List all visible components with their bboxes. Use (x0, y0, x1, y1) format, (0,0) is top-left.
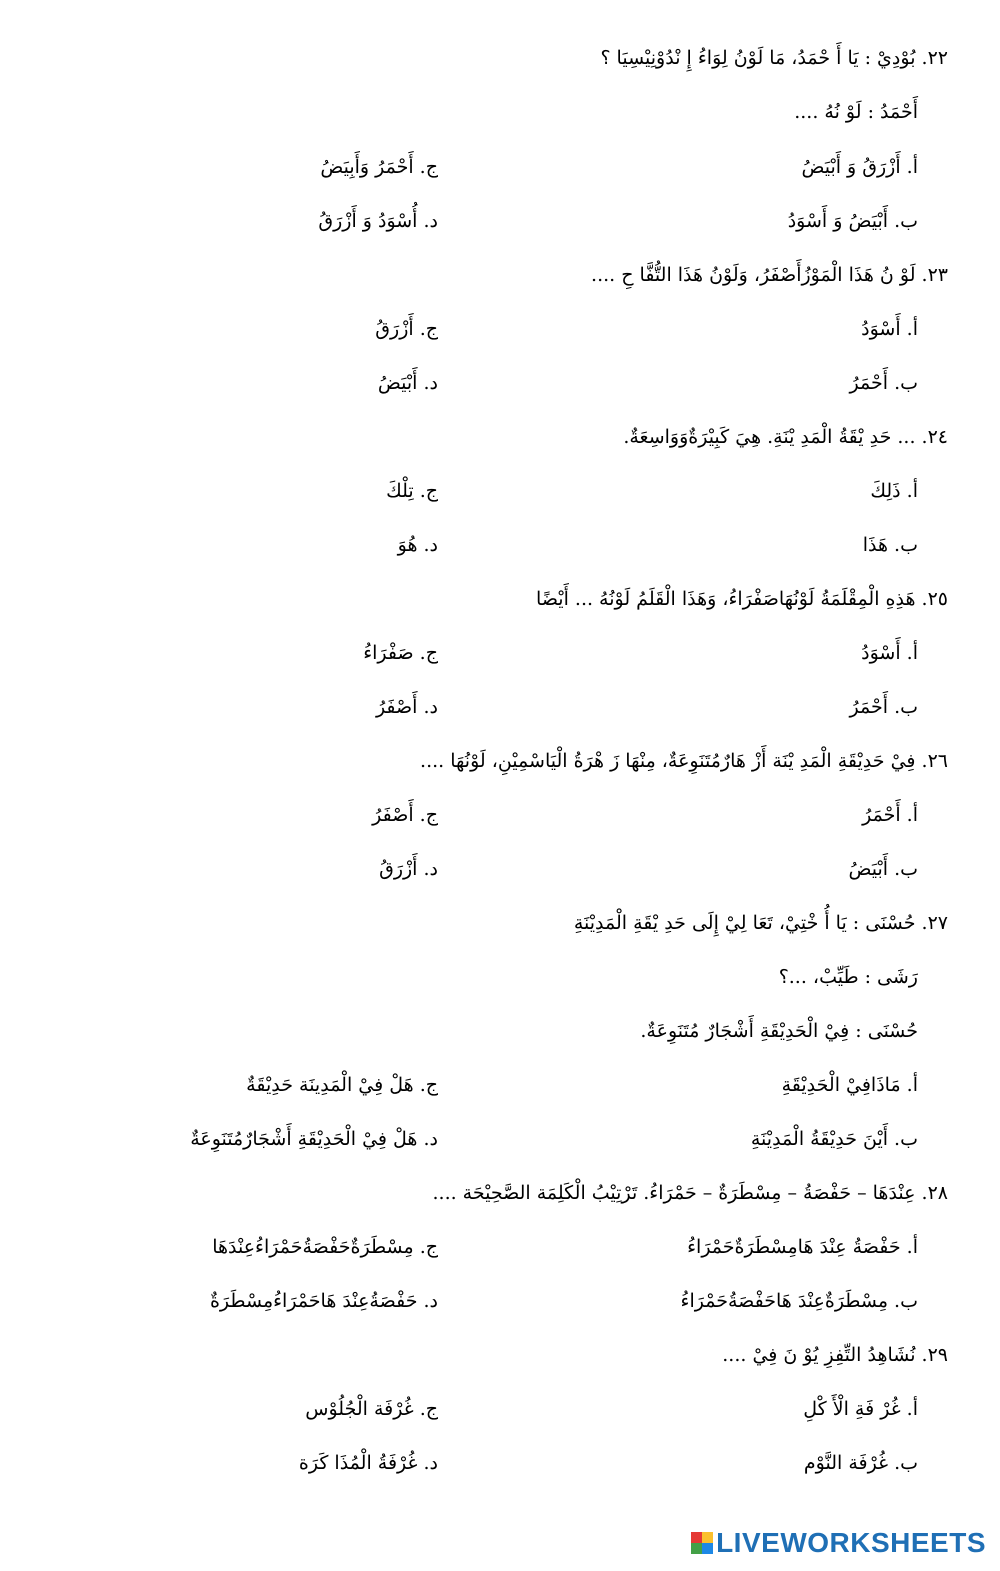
question-26-option-a[interactable]: أ. أَحْمَرُ (862, 804, 918, 826)
question-29-stem: ٢٩. نُشَاهِدُ التِّفِزِ يُوْ نَ فِيْ .... (722, 1344, 948, 1366)
question-29-option-a[interactable]: أ. غُرْ فَةِ الْأَ كْلِ (803, 1398, 918, 1420)
question-27-stem: ٢٧. حُسْنَى : يَا أُ خْتِيْ، تَعَا لِيْ إِلَى حَدِ يْقَةِ الْمَدِيْنَةِ (573, 912, 948, 934)
question-25-option-c[interactable]: ج. صَفْرَاءُ (363, 642, 438, 664)
question-29-option-d[interactable]: د. غُرْفَةُ الْمُذَا كَرَة (298, 1452, 438, 1474)
question-27-option-a[interactable]: أ. مَاذَافِيْ الْحَدِيْقَةِ (781, 1074, 918, 1096)
question-22-option-c[interactable]: ج. أَحْمَرُ وَأَبِيَضُ (320, 156, 438, 178)
question-26-stem: ٢٦. فِيْ حَدِيْقَةِ الْمَدِ يْنَة أَزْ هَارٌمُتَنَوِعَةٌ، مِنْهَا زَ هْرَةُ الْيَاسْمِيْنِ، لَوْنُهَا .... (420, 750, 948, 772)
question-28-option-b[interactable]: ب. مِسْطَرَةٌعِنْدَ هَاحَفْصَةُحَمْرَاءُ (680, 1290, 918, 1312)
question-23-option-c[interactable]: ج. أَزْرَقُ (375, 318, 438, 340)
question-27-option-c[interactable]: ج. هَلْ فِيْ الْمَدِينَة حَدِيْقَةٌ (246, 1074, 438, 1096)
question-25-option-b[interactable]: ب. أَحْمَرُ (849, 696, 918, 718)
question-23-option-a[interactable]: أ. أَسْوَدُ (861, 318, 918, 340)
question-22-stem: ٢٢. بُوْدِيْ : يَا أَ حْمَدُ، مَا لَوْنُ لِوَاءُ إِ نْدُوْنِيْسِيَا ؟ (600, 47, 948, 69)
question-22-option-a[interactable]: أ. أَزْرَقُ وَ أَبْيَضُ (801, 156, 918, 178)
question-23-stem: ٢٣. لَوْ نُ هَذَا الْمَوْزُأَصْفَرُ، وَلَوْنُ هَذَا التُّفَّا حِ .... (591, 264, 948, 286)
question-27-option-d[interactable]: د. هَلْ فِيْ الْحَدِيْقَةِ أَشْجَارٌمُتَنَوِعَةٌ (190, 1128, 438, 1150)
question-29-option-c[interactable]: ج. غُرْفَة الْجُلُوْس (305, 1398, 438, 1420)
question-26-option-b[interactable]: ب. أَبْيَضُ (848, 858, 918, 880)
question-27-dialogue-line-2: حُسْنَى : فِيْ الْحَدِيْقَةِ أَشْجَارٌ مُتَنَوِعَةٌ. (640, 1020, 918, 1042)
question-28-stem: ٢٨. عِنْدَهَا – حَفْصَةُ – مِسْطَرَةٌ – حَمْرَاءُ. تَرْتِيْبُ الْكَلِمَة الصَّحِيْحَة .... (432, 1182, 948, 1204)
question-23-option-b[interactable]: ب. أَحْمَرُ (849, 372, 918, 394)
question-28-option-a[interactable]: أ. حَفْصَةُ عِنْدَ هَامِسْطَرَةٌحَمْرَاءُ (687, 1236, 918, 1258)
question-24-option-c[interactable]: ج. تِلْكَ (386, 480, 438, 502)
question-29-option-b[interactable]: ب. غُرْفَة النَّوْم (803, 1452, 918, 1474)
liveworksheets-brand[interactable] (691, 1526, 986, 1560)
question-25-option-d[interactable]: د. أَصْفَرُ (375, 696, 438, 718)
question-24-option-a[interactable]: أ. ذَلِكَ (870, 480, 918, 502)
question-26-option-c[interactable]: ج. أَصْفَرُ (372, 804, 438, 826)
question-24-stem: ٢٤. ... حَدِ يْقَةُ الْمَدِ يْنَةِ. هِيَ كَبِيْرَةٌوَوَاسِعَةٌ. (623, 426, 948, 448)
question-22-dialogue-line: أَحْمَدُ : لَوْ نُهُ .... (794, 101, 918, 123)
question-26-option-d[interactable]: د. أَزْرَقُ (379, 858, 438, 880)
question-24-option-d[interactable]: د. هُوَ (397, 534, 438, 556)
question-27-option-b[interactable]: ب. أَيْنَ حَدِيْقَةُ الْمَدِيْنَةِ (750, 1128, 918, 1150)
question-25-stem: ٢٥. هَذِهِ الْمِقْلَمَةُ لَوْنُهَاصَفْرَاءُ، وَهَذَا الْقَلَمُ لَوْنُهُ ... أَيْضًا (536, 588, 948, 610)
question-28-option-d[interactable]: د. حَفْصَةُعِنْدَ هَاحَمْرَاءُمِسْطَرَةٌ (209, 1290, 438, 1312)
question-28-option-c[interactable]: ج. مِسْطَرَةٌحَفْصَةُحَمْرَاءُعِنْدَهَا (212, 1236, 438, 1258)
question-25-option-a[interactable]: أ. أَسْوَدُ (861, 642, 918, 664)
question-22-option-d[interactable]: د. أُسْوَدُ وَ أَزْرَقُ (318, 210, 438, 232)
question-22-option-b[interactable]: ب. أَبْيَضُ وَ أَسْوَدُ (787, 210, 918, 232)
brand-name: LIVEWORKSHEETS (716, 1527, 986, 1558)
question-23-option-d[interactable]: د. أَبْيَضُ (377, 372, 438, 394)
liveworksheets-logo-icon (691, 1532, 713, 1554)
question-27-dialogue-line-1: رَشَى : طَيِّبْ، ...؟ (778, 966, 918, 988)
question-24-option-b[interactable]: ب. هَذَا (862, 534, 918, 556)
